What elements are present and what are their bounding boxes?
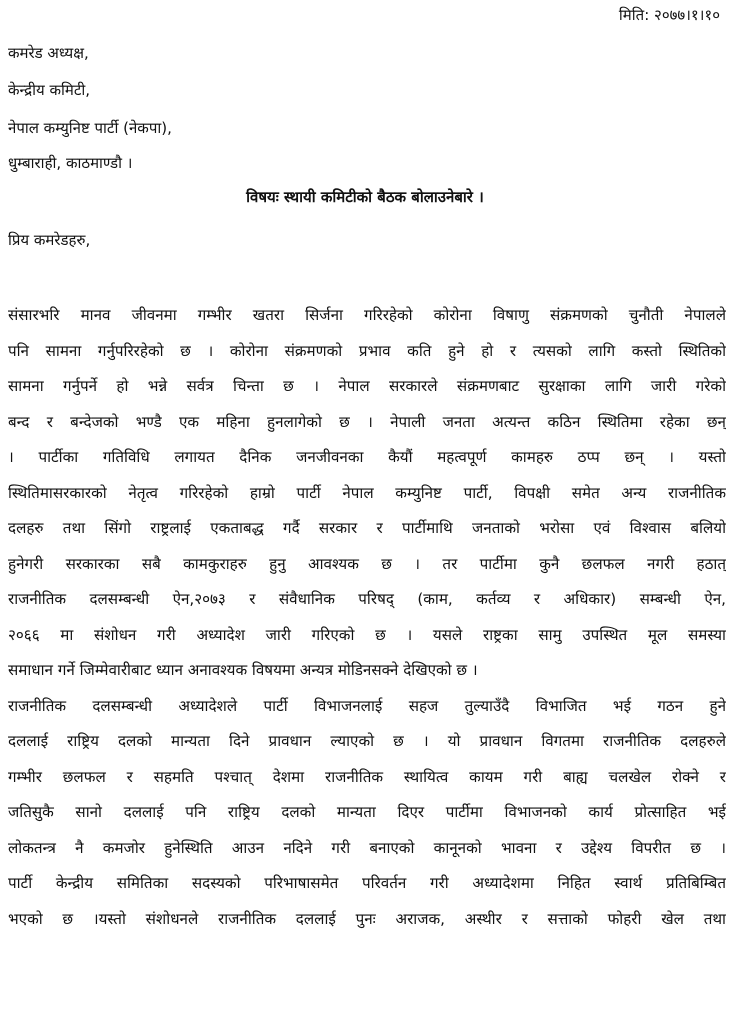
body-line: समाधान गर्ने जिम्मेवारीबाट ध्यान अनावश्यक विषयमा अन्यत्र मोडिनसक्ने देखिएको छ । xyxy=(8,661,478,679)
body-line: राजनीतिक दलसम्बन्धी ऐन,२०७३ र संवैधानिक परिषद् (काम, कर्तव्य र अधिकार) सम्बन्धी ऐन, xyxy=(8,590,726,608)
body-line: राजनीतिक दलसम्बन्धी अध्यादेशले पार्टी विभाजनलाई सहज तुल्याउँदै विभाजित भई गठन हुने xyxy=(8,696,726,715)
body-line: संसारभरि मानव जीवनमा गम्भीर खतरा सिर्जना गरिरहेको कोरोना विषाणु संक्रमणको चुनौती नेपालले xyxy=(8,306,726,324)
letter-salutation: प्रिय कमरेडहरु, xyxy=(8,231,91,249)
body-line: सामना गर्नुपर्ने हो भन्ने सर्वत्र चिन्ता छ । नेपाल सरकारले संक्रमणबाट सुरक्षाका लागि जारी गरेको xyxy=(8,377,726,395)
address-line-location: धुम्बाराही, काठमाण्डौ । xyxy=(8,154,133,172)
letter-subject: विषयः स्थायी कमिटीको बैठक बोलाउनेबारे । xyxy=(246,188,484,206)
body-line: दललाई राष्ट्रिय दलको मान्यता दिने प्रावधान ल्याएको छ । यो प्रावधान विगतमा राजनीतिक दलहरुले xyxy=(8,732,726,750)
body-line: दलहरु तथा सिंगो राष्ट्रलाई एकताबद्ध गर्दै सरकार र पार्टीमाथि जनताको भरोसा एवं विश्वास बलियो xyxy=(8,519,726,537)
body-line: गम्भीर छलफल र सहमति पश्चात् देशमा राजनीतिक स्थायित्व कायम गरी बाह्य चलखेल रोक्ने र xyxy=(8,767,726,786)
letter-date: मिति: २०७७।१।१० xyxy=(618,6,720,24)
body-line: पार्टी केन्द्रीय समितिका सदस्यको परिभाषासमेत परिवर्तन गरी अध्यादेशमा निहित स्वार्थ प्रतिबिम्बित xyxy=(8,874,726,892)
body-line: जतिसुकै सानो दललाई पनि राष्ट्रिय दलको मान्यता दिएर पार्टीमा विभाजनको कार्य प्रोत्साहित भई xyxy=(8,803,726,821)
body-line: स्थितिमासरकारको नेतृत्व गरिरहेको हाम्रो पार्टी नेपाल कम्युनिष्ट पार्टी, विपक्षी समेत अन्य राजनीतिक xyxy=(8,483,726,502)
address-line-party: नेपाल कम्युनिष्ट पार्टी (नेकपा), xyxy=(8,119,172,137)
letter-body xyxy=(8,298,726,937)
address-line-recipient: कमरेड अध्यक्ष, xyxy=(8,44,89,62)
body-line: लोकतन्त्र नै कमजोर हुनेस्थिति आउन नदिने गरी बनाएको कानूनको भावना र उद्देश्य विपरीत छ । xyxy=(8,838,726,857)
body-line: २०६६ मा संशोधन गरी अध्यादेश जारी गरिएको छ । यसले राष्ट्रका सामु उपस्थित मूल समस्या xyxy=(8,625,726,644)
body-line: पनि सामना गर्नुपरिरहेको छ । कोरोना संक्रमणको प्रभाव कति हुने हो र त्यसको लागि कस्तो स्थितिको xyxy=(8,341,726,360)
body-line: बन्द र बन्देजको भण्डै एक महिना हुनलागेको छ । नेपाली जनता अत्यन्त कठिन स्थितिमा रहेका छन् xyxy=(8,412,726,431)
address-line-committee: केन्द्रीय कमिटी, xyxy=(8,81,91,99)
body-line: हुनेगरी सरकारका सबै कामकुराहरु हुनु आवश्यक छ । तर पार्टीमा कुनै छलफल नगरी हठात् xyxy=(8,554,726,573)
body-line: । पार्टीका गतिविधि लगायत दैनिक जनजीवनका कैयौं महत्वपूर्ण कामहरु ठप्प छन् । यस्तो xyxy=(8,448,726,466)
body-line: भएको छ ।यस्तो संशोधनले राजनीतिक दललाई पुनः अराजक, अस्थीर र सत्ताको फोहरी खेल तथा xyxy=(8,909,726,928)
